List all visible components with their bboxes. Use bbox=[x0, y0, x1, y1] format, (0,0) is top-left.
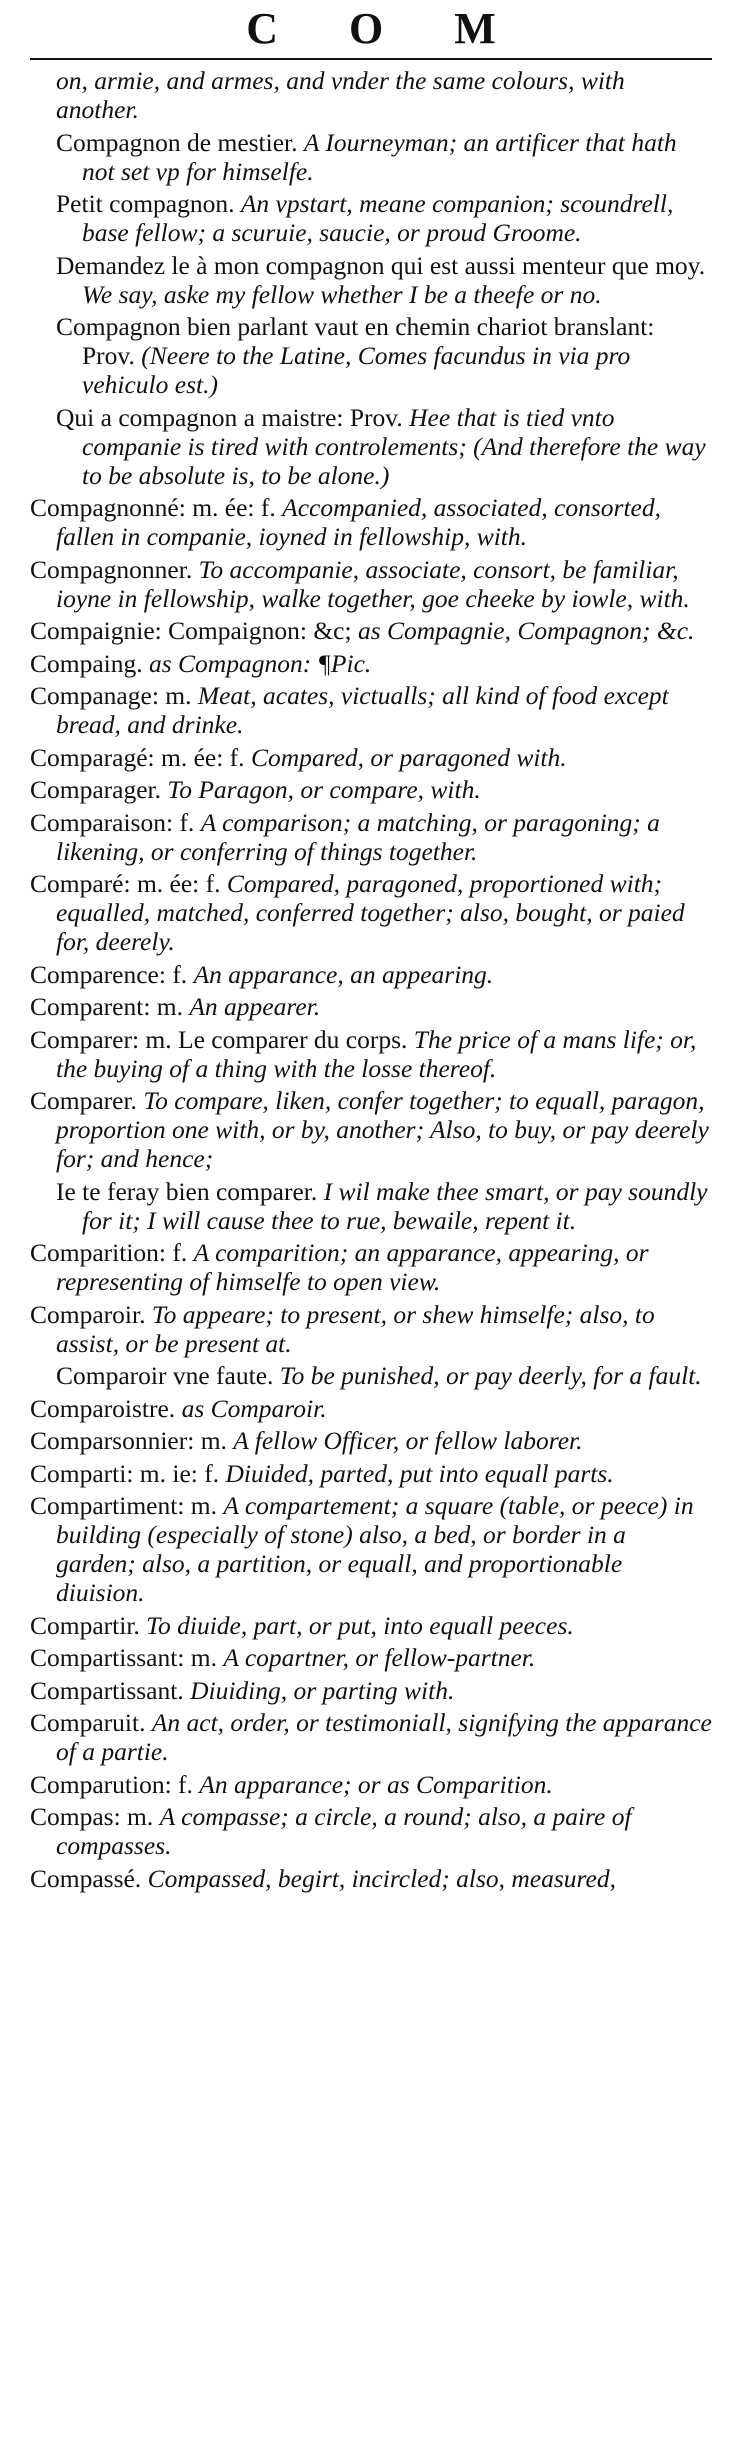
entries-list bbox=[30, 66, 712, 1893]
dictionary-entry bbox=[30, 1708, 712, 1766]
headword: Compartir. bbox=[30, 1610, 140, 1640]
dictionary-entry bbox=[30, 869, 712, 956]
grammar-note: : m. ée: f. bbox=[147, 742, 245, 772]
definition: A comparition; an apparance, appearing, or representing of himselfe to open view. bbox=[56, 1238, 649, 1296]
definition: To Paragon, or compare, with. bbox=[167, 775, 481, 804]
sub-entry bbox=[30, 1361, 712, 1390]
headword: Compagnonné bbox=[30, 493, 179, 522]
definition: Diuided, parted, put into equall parts. bbox=[225, 1458, 614, 1488]
definition: as Compagnie, Compagnon; &c. bbox=[357, 616, 695, 645]
headword: Comparoir vne faute. bbox=[56, 1361, 274, 1390]
definition: The price of a mans life; or, the buying of a thing with the losse thereof. bbox=[56, 1024, 697, 1083]
definition: A fellow Officer, or fellow laborer. bbox=[233, 1426, 583, 1455]
definition: (Neere to the Latine, Comes facundus in via pro vehiculo est.) bbox=[82, 341, 631, 399]
dictionary-entry bbox=[30, 616, 712, 645]
headword: Comparti bbox=[30, 1458, 127, 1488]
headword: Compagnon bien parlant vaut en chemin chariot branslant: Prov. bbox=[56, 312, 655, 370]
dictionary-entry bbox=[30, 1770, 712, 1799]
headword: Petit compagnon. bbox=[56, 189, 235, 218]
headword: Comparuit. bbox=[30, 1708, 146, 1737]
definition: Meat, acates, victualls; all kind of food except bread, and drinke. bbox=[56, 681, 669, 739]
grammar-note: : m. bbox=[113, 1802, 154, 1831]
definition: Hee that is tied vnto companie is tired with controlements; (And therefore the way to be absolute is, to be alone.) bbox=[82, 402, 706, 490]
dictionary-entry bbox=[30, 493, 712, 551]
definition: To diuide, part, or put, into equall peeces. bbox=[146, 1610, 574, 1640]
headword: Comparer bbox=[30, 1024, 132, 1054]
dictionary-entry bbox=[30, 649, 712, 678]
headword: Comparagé bbox=[30, 742, 148, 772]
grammar-note: : f. bbox=[165, 807, 195, 837]
headword: Comparsonnier bbox=[30, 1426, 188, 1455]
headword: Compartissant bbox=[30, 1643, 178, 1672]
definition: An vpstart, meane companion; scoundrell, base fellow; a scuruie, saucie, or proud Groome. bbox=[82, 189, 674, 247]
definition: Compared, paragoned, proportioned with; equalled, matched, conferred together; also, bought, or paied for, deerely. bbox=[56, 869, 685, 956]
headword: Compagnon de mestier. bbox=[56, 127, 298, 157]
dictionary-entry bbox=[30, 1300, 712, 1358]
headword: Comparer. bbox=[30, 1086, 137, 1115]
sub-entry bbox=[30, 251, 712, 309]
dictionary-entry bbox=[30, 1491, 712, 1607]
grammar-note: : f. bbox=[164, 1769, 193, 1799]
dictionary-entry bbox=[30, 775, 712, 804]
headword: Compartissant. bbox=[30, 1675, 184, 1705]
dictionary-entry bbox=[30, 1086, 712, 1173]
grammar-note: : m. bbox=[143, 992, 183, 1021]
definition: A compartement; a square (table, or peece) in building (especially of stone) also, a bed, or border in a garden; also, a partition, or equall, and proportionable diuision. bbox=[56, 1491, 694, 1607]
definition: Diuiding, or parting with. bbox=[190, 1675, 455, 1705]
grammar-note: : f. bbox=[158, 1238, 188, 1267]
grammar-note: : f. bbox=[158, 959, 188, 989]
sub-entry bbox=[30, 128, 712, 186]
definition: Compared, or paragoned with. bbox=[250, 742, 567, 772]
definition: A compasse; a circle, a round; also, a paire of compasses. bbox=[56, 1802, 632, 1860]
dictionary-entry bbox=[30, 1611, 712, 1640]
grammar-note: : m. Le comparer du corps. bbox=[131, 1024, 408, 1054]
definition: To accompanie, associate, consort, be familiar, ioyne in fellowship, walke together, goe cheeke by iowle, with. bbox=[56, 554, 690, 613]
definition: A Iourneyman; an artificer that hath not set vp for himselfe. bbox=[82, 127, 677, 186]
continued-definition: on, armie, and armes, and vnder the same colours, with another. bbox=[56, 66, 625, 124]
dictionary-entry bbox=[30, 1394, 712, 1423]
dictionary-entry bbox=[30, 1459, 712, 1488]
definition: An appearer. bbox=[189, 992, 321, 1021]
dictionary-entry bbox=[30, 992, 712, 1021]
definition: A copartner, or fellow-partner. bbox=[223, 1643, 536, 1672]
grammar-note: : m. bbox=[187, 1426, 227, 1455]
headword: Comparoistre. bbox=[30, 1393, 176, 1423]
header-rule bbox=[30, 58, 712, 60]
headword: Comparaison bbox=[30, 807, 166, 837]
headword: Compas bbox=[30, 1802, 114, 1831]
grammar-note: : m. bbox=[151, 681, 192, 710]
headword: Qui a compagnon a maistre: Prov. bbox=[56, 402, 403, 432]
definition: as Compagnon: ¶Pic. bbox=[149, 648, 372, 678]
page-header: C O M bbox=[246, 4, 526, 53]
headword: Compartiment bbox=[30, 1491, 178, 1520]
definition: A comparison; a matching, or paragoning; a likening, or conferring of things together. bbox=[56, 807, 660, 866]
headword: Compassé. bbox=[30, 1863, 142, 1893]
headword: Comparition bbox=[30, 1238, 159, 1267]
sub-entry bbox=[30, 312, 712, 399]
headword: Comparager. bbox=[30, 775, 161, 804]
definition: as Comparoir. bbox=[181, 1393, 327, 1423]
dictionary-entry bbox=[30, 1802, 712, 1860]
dictionary-entry bbox=[30, 960, 712, 989]
grammar-note: : m. ie: f. bbox=[126, 1458, 220, 1488]
grammar-note: : m. bbox=[177, 1491, 217, 1520]
definition: An act, order, or testimoniall, signifying the apparance of a partie. bbox=[56, 1708, 712, 1766]
grammar-note: : m. bbox=[177, 1643, 217, 1672]
headword: Comparoir. bbox=[30, 1299, 146, 1329]
definition: An apparance; or as Comparition. bbox=[199, 1769, 553, 1799]
headword: Ie te feray bien comparer. bbox=[56, 1176, 318, 1206]
definition: To appeare; to present, or shew himselfe; also, to assist, or be present at. bbox=[56, 1299, 655, 1358]
grammar-note: : m. ée: f. bbox=[178, 493, 276, 522]
headword: Companage bbox=[30, 681, 152, 710]
definition: Accompanied, associated, consorted, fallen in companie, ioyned in fellowship, with. bbox=[56, 493, 662, 551]
definition: An apparance, an appearing. bbox=[193, 959, 494, 989]
headword: Compaing. bbox=[30, 648, 143, 678]
headword: Comparent bbox=[30, 992, 144, 1021]
headword: Comparé bbox=[30, 869, 124, 898]
definition: Compassed, begirt, incircled; also, measured, bbox=[147, 1863, 616, 1893]
dictionary-entry bbox=[30, 1238, 712, 1296]
grammar-note: : m. ée: f. bbox=[123, 869, 221, 898]
sub-entry bbox=[30, 1177, 712, 1235]
dictionary-entry bbox=[30, 555, 712, 613]
dictionary-entry bbox=[30, 1676, 712, 1705]
definition: To compare, liken, confer together; to equall, paragon, proportion one with, or by, another; Also, to buy, or pay deerely for; and hence; bbox=[56, 1086, 709, 1173]
headword: Comparence bbox=[30, 959, 159, 989]
definition: To be punished, or pay deerly, for a fault. bbox=[279, 1361, 702, 1390]
dictionary-entry bbox=[30, 1025, 712, 1083]
sub-entry bbox=[30, 189, 712, 247]
definition: We say, aske my fellow whether I be a theefe or no. bbox=[82, 279, 602, 309]
dictionary-entry bbox=[30, 1864, 712, 1893]
dictionary-entry bbox=[30, 743, 712, 772]
definition: I wil make thee smart, or pay soundly for it; I will cause thee to rue, bewaile, repent it. bbox=[82, 1176, 708, 1235]
sub-entry bbox=[30, 403, 712, 490]
headword: Compagnonner. bbox=[30, 554, 193, 584]
headword: Comparution bbox=[30, 1769, 165, 1799]
dictionary-entry bbox=[30, 1426, 712, 1455]
headword: Demandez le à mon compagnon qui est aussi menteur que moy. bbox=[56, 250, 706, 280]
dictionary-entry bbox=[30, 808, 712, 866]
headword: Compaignie: Compaignon: &c; bbox=[30, 616, 352, 645]
dictionary-entry bbox=[30, 681, 712, 739]
dictionary-entry bbox=[30, 1643, 712, 1672]
